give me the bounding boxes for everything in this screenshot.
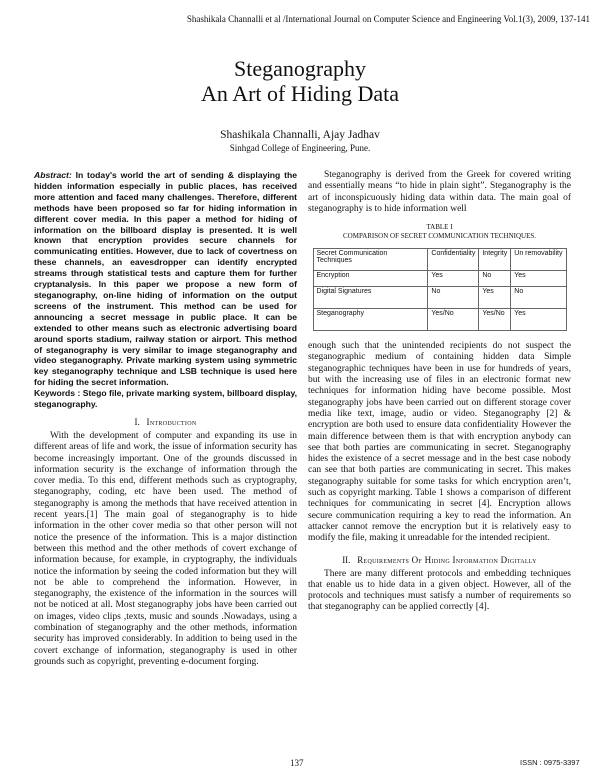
- table-cell: Encryption: [313, 271, 428, 287]
- paper-title: [0, 56, 600, 106]
- left-column: [34, 170, 297, 668]
- requirements-paragraph: There are many different protocols and embedding techniques that enable us to hide data in a given object. However, all of the protocols and techniques must satisfy a number of requirements so that steganography can be applied correctly [4].: [308, 568, 571, 613]
- keywords: Keywords : Stego file, private marking system, billboard display, steganography.: [34, 388, 297, 410]
- table-cell: Yes: [511, 309, 566, 331]
- table-row: [313, 309, 566, 331]
- table-caption: [308, 223, 571, 241]
- right-paragraph-2: enough such that the unintended recipients do not suspect the steganographic medium of containing hidden data Simple steganographic techniques have been in use for hundreds of years, but with the increasing use of files in an electronic format new techniques for information hiding have become possible. Most steganography jobs have been carried out on different storage cover media like text, image, audio or video. Steganography [2] & encryption are both used to ensure data confidentiality However the main difference between them is that with encryption anybody can see that both parties are communicating in secret. Steganography hides the existence of a secret message and in the best case nobody can see that both parties are communicating in secret. This makes steganography suitable for some tasks for which encryption aren’t, such as copyright marking. Table 1 shows a comparison of different techniques for communicating in secret [4]. Encryption allows secure communication requiring a key to read the information. An attacker cannot remove the encryption but it is relatively easy to modify the file, making it unreadable for the intended recipient.: [308, 341, 571, 544]
- table-cell: No: [511, 287, 566, 309]
- title-line-1: Steganography: [234, 56, 366, 81]
- title-line-2: An Art of Hiding Data: [201, 81, 399, 106]
- table-row: [313, 271, 566, 287]
- page-number: 137: [290, 758, 304, 768]
- table-cell: Digital Signatures: [313, 287, 428, 309]
- running-head: Shashikala Channalli et al /International Journal on Computer Science and Engineering Vol.1(3), 2009, 137-141: [186, 14, 590, 24]
- table-cell: Steganography: [313, 309, 428, 331]
- abstract-text: In today's world the art of sending & displaying the hidden information especially in public places, has received more attention and faced many challenges. Therefore, different methods have been proposed so far for hiding information in different cover media. In this paper a method for hiding of information on the billboard display is presented. It is well known that encryption provides secure channels for communicating entities. However, due to lack of covertness on these channels, an eavesdropper can identify encrypted streams through statistical tests and capture them for further cryptanalysis. In this paper we propose a new form of steganography, on-line hiding of information on the output screens of the instrument. This method can be used for announcing a secret message in public place. It can be extended to other means such as electronic advertising board around sports stadium, railway station or airport. This method of steganography is very similar to image steganography and video steganography. Private marking system using symmetric key steganography technique and LSB technique is used here for hiding the secret information.: [34, 170, 297, 388]
- section-heading-requirements: [308, 555, 571, 565]
- table-cell: No: [428, 287, 479, 309]
- table-cell: Yes: [479, 287, 511, 309]
- section-number: I.: [134, 416, 140, 427]
- table-header-cell: Confidentiality: [428, 249, 479, 271]
- right-paragraph-1: Steganography is derived from the Greek for covered writing and essentially means “to hide in plain sight”. Steganography is the art of inconspicuously hiding data within data. The main goal of steganography is to hide information well: [308, 170, 571, 214]
- table-cell: No: [479, 271, 511, 287]
- table-header-cell: Un removability: [511, 249, 566, 271]
- author-block: [0, 128, 600, 154]
- affiliation: Sinhgad College of Engineering, Pune.: [229, 143, 371, 153]
- table-caption-text: COMPARISON OF SECRET COMMUNICATION TECHNIQUES.: [343, 232, 536, 241]
- table-cell: Yes/No: [479, 309, 511, 331]
- authors: Shashikala Channalli, Ajay Jadhav: [220, 129, 380, 141]
- section-number: II.: [342, 554, 351, 565]
- issn: ISSN : 0975-3397: [520, 758, 580, 767]
- table-cell: Yes/No: [428, 309, 479, 331]
- table-header-cell: Secret Communication Techniques: [313, 249, 428, 271]
- comparison-table: [313, 248, 567, 331]
- section-heading-introduction: [34, 417, 297, 427]
- table-row: [313, 287, 566, 309]
- table-label: TABLE I: [426, 223, 453, 232]
- section-title: Introduction: [146, 416, 197, 427]
- abstract: [34, 170, 297, 388]
- section-title: Requirements Of Hiding Information Digitally: [357, 554, 537, 565]
- abstract-lead: Abstract:: [34, 170, 72, 180]
- intro-paragraph: With the development of computer and expanding its use in different areas of life and work, the issue of information security has become increasingly important. One of the grounds discussed in information security is the exchange of information through the cover media. To this end, different methods such as cryptography, steganography, coding, etc have been used. The method of steganography is among the methods that have received attention in recent years.[1] The main goal of steganography is to hide information in the other cover media so that other person will not notice the presence of the information. This is a major distinction between this method and the other methods of covert exchange of information because, for example, in cryptography, the individuals notice the information by seeing the coded information but they will not be able to comprehend the information. However, in steganography, the existence of the information in the sources will not be noticed at all. Most steganography jobs have been carried out on images, video clips ,texts, music and sounds .Nowadays, using a combination of steganography and the other methods, information security has improved considerably. In addition to being used in the covert exchange of information, steganography is used in other grounds such as copyright, preventing e-document forging.: [34, 430, 297, 667]
- right-column: [308, 170, 571, 614]
- table-header-cell: Integrity: [479, 249, 511, 271]
- table-cell: Yes: [511, 271, 566, 287]
- table-header-row: [313, 249, 566, 271]
- table-cell: Yes: [428, 271, 479, 287]
